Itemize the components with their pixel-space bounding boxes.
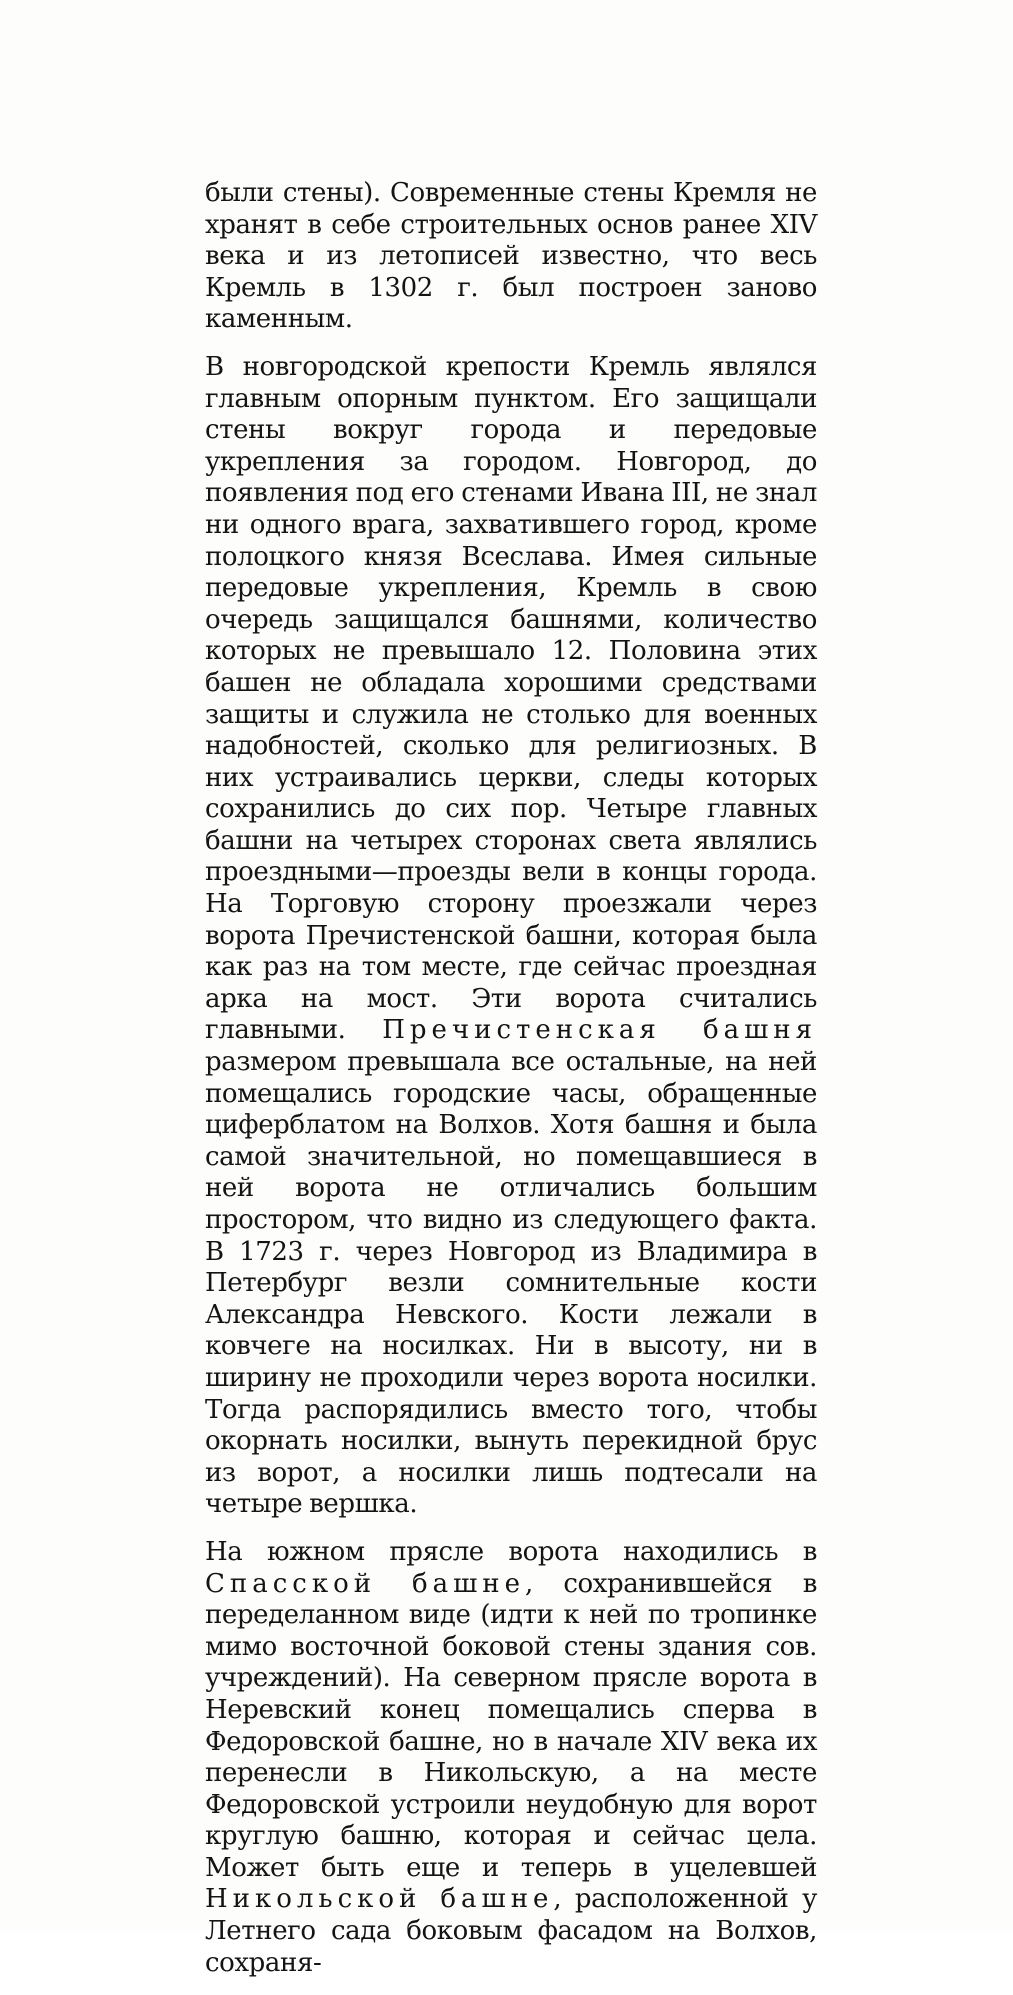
paragraph (205, 352, 817, 1521)
spaced-tower-name: Пречистенская башня (382, 1015, 817, 1046)
text-segment: были стены). Современные стены Кремля не хранят в себе строительных основ ранее XIV века и из летописей известно, что весь Кремль в 1302 г. был построен заново каменным. (205, 178, 817, 335)
text-segment: размером превышала все остальные, на ней помещались городские часы, обращенные циферблатом на Волхов. Хотя башня и была самой значительной, но помещавшиеся в ней ворота не отличались большим простором, что видно из следующего факта. В 1723 г. через Новгород из Владимира в Петербург везли сомнительные кости Александра Невского. Кости лежали в ковчеге на носилках. Ни в высоту, ни в ширину не проходили через ворота носилки. Тогда распорядились вместо того, чтобы окорнать носилки, вынуть перекидной брус из ворот, а носилки лишь подтесали на четыре вершка. (205, 1047, 817, 1520)
text-column (205, 178, 817, 1995)
spaced-tower-name: Спасской башне (205, 1568, 525, 1599)
text-segment: , расположенной у Летнего сада боковым фасадом на Волхов, сохраня- (205, 1884, 817, 1978)
text-segment: В новгородской крепости Кремль являлся главным опорным пунктом. Его защищали стены вокруг города и передовые укрепления за городом. Новгород, до появления под его стенами Ивана III, не знал ни одного врага, захватившего город, кроме полоцкого князя Всеслава. Имея сильные передовые укрепления, Кремль в свою очередь защищался башнями, количество которых не превышало 12. Половина этих башен не обладала хорошими средствами защиты и служила не столько для военных надобностей, сколько для религиозных. В них устраивались церкви, следы которых сохранились до сих пор. Четыре главных башни на четырех сторонах света являлись проездными—проезды вели в концы города. На Торговую сторону проезжали через ворота Пречистенской башни, которая была как раз на том месте, где сейчас проездная арка на мост. Эти ворота считались главными. (205, 351, 817, 1046)
spaced-tower-name: Никольской башне (205, 1884, 554, 1915)
paragraph (205, 178, 817, 336)
paragraph (205, 1537, 817, 1979)
text-segment: На южном прясле ворота находились в (205, 1536, 817, 1567)
text-segment: , сохранившейся в переделанном виде (идти к ней по тропинке мимо восточной боковой стены здания сов. учреждений). На северном прясле ворота в Неревский конец помещались сперва в Федоровской башне, но в начале XIV века их перенесли в Никольскую, а на месте Федоровской устроили неудобную для ворот круглую башню, которая и сейчас цела. Может быть еще и теперь в уцелевшей (205, 1568, 817, 1883)
